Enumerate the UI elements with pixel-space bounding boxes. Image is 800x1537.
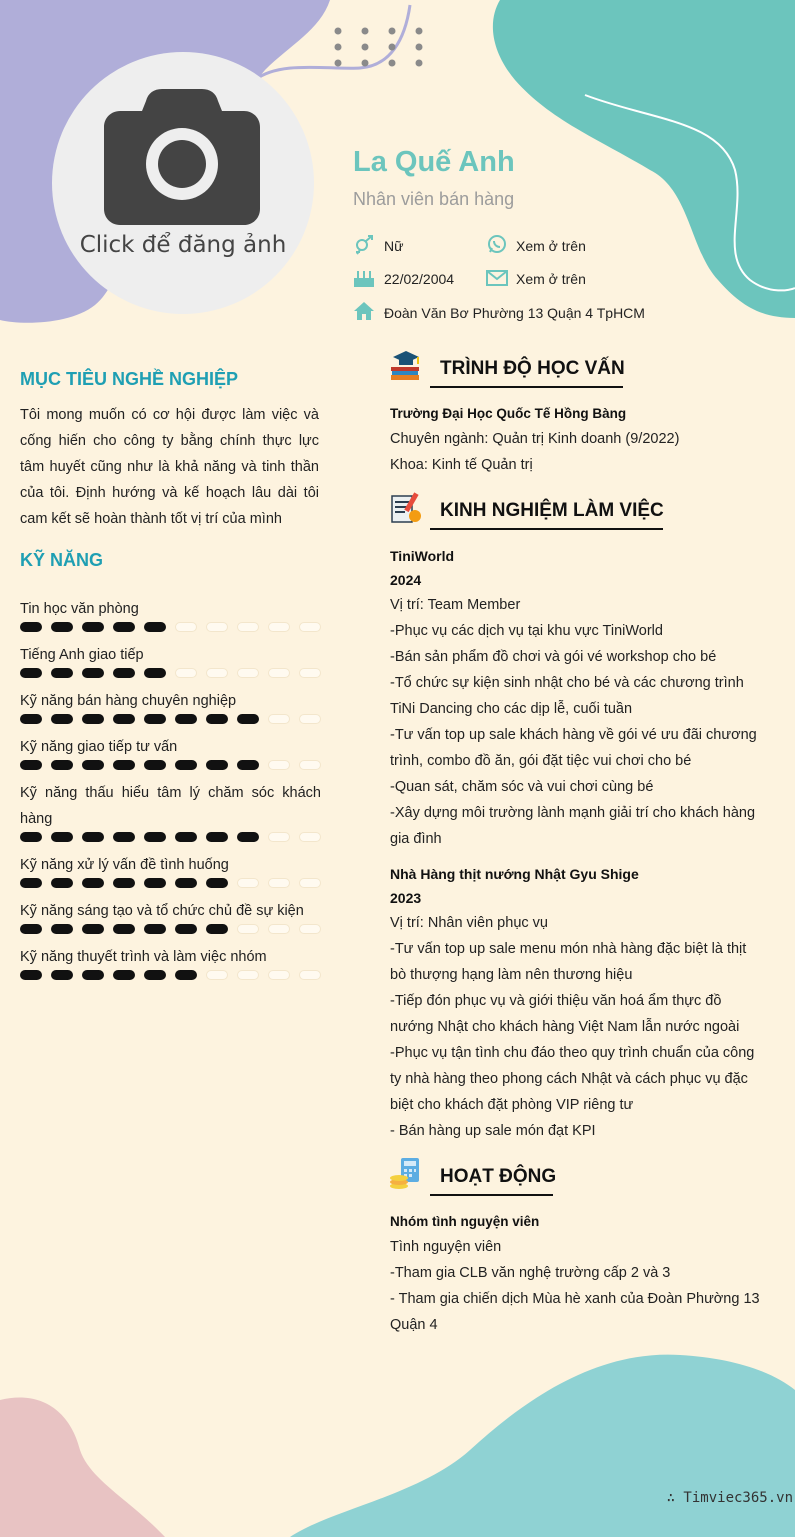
job-line: -Tư vấn top up sale khách hàng về gói vé ưu đãi chương — [390, 727, 757, 743]
skill-dash-filled — [20, 760, 42, 770]
skill-dash-filled — [144, 924, 166, 934]
skill-level-bar — [20, 714, 320, 724]
skill-level-bar — [20, 832, 320, 842]
skill-dash-filled — [82, 924, 104, 934]
activity-line: Tình nguyện viên — [390, 1239, 502, 1255]
coins-calculator-icon — [389, 1156, 423, 1190]
skill-dash-empty — [268, 668, 290, 678]
home-icon — [353, 301, 375, 321]
skill-dash-empty — [268, 970, 290, 980]
education-title: TRÌNH ĐỘ HỌC VẤN — [440, 358, 625, 379]
skills-title: KỸ NĂNG — [20, 550, 104, 570]
skill-dash-empty — [237, 622, 259, 632]
job-line: -Phục vụ các dịch vụ tại khu vực TiniWorld — [390, 623, 663, 639]
skill-dash-empty — [299, 924, 321, 934]
skill-dash-filled — [237, 832, 259, 842]
skill-level-bar — [20, 924, 320, 934]
skill-dash-filled — [51, 622, 73, 632]
skill-dash-filled — [20, 832, 42, 842]
activities-title: HOẠT ĐỘNG — [440, 1166, 557, 1187]
skill-dash-empty — [299, 878, 321, 888]
skill-dash-empty — [268, 924, 290, 934]
skill-dash-filled — [237, 714, 259, 724]
skill-dash-empty — [237, 668, 259, 678]
skill-name: Tiếng Anh giao tiếp — [20, 647, 144, 663]
job-line: ty nhà hàng theo phong cách Nhật và cách phục vụ đặc — [390, 1071, 748, 1087]
skill-dash-filled — [113, 970, 135, 980]
email-icon — [486, 268, 508, 288]
skill-dash-filled — [82, 668, 104, 678]
experience-title-underline — [430, 528, 663, 530]
skill-dash-filled — [20, 714, 42, 724]
skill-dash-filled — [144, 622, 166, 632]
candidate-name: La Quế Anh — [353, 146, 515, 178]
email-value: Xem ở trên — [516, 271, 586, 287]
job-company: TiniWorld — [390, 548, 455, 564]
skill-dash-filled — [175, 924, 197, 934]
phone-value: Xem ở trên — [516, 238, 586, 254]
skill-dash-filled — [175, 878, 197, 888]
skill-dash-empty — [206, 668, 228, 678]
skill-name: Kỹ năng thấu hiểu tâm lý chăm sóc khách hàng — [20, 785, 321, 827]
job-line: bò thượng hạng làm nên thương hiệu — [390, 967, 633, 983]
skill-dash-filled — [82, 760, 104, 770]
skill-dash-filled — [206, 760, 228, 770]
job-line: nướng Nhật cho khách hàng Việt Nam lẫn nước ngoài — [390, 1019, 740, 1035]
skill-dash-empty — [268, 622, 290, 632]
skill-dash-filled — [175, 714, 197, 724]
activity-org: Nhóm tình nguyện viên — [390, 1214, 540, 1229]
job-title: Nhân viên bán hàng — [353, 189, 515, 209]
skill-dash-filled — [175, 970, 197, 980]
skill-dash-filled — [206, 832, 228, 842]
skill-level-bar — [20, 970, 320, 980]
skill-dash-filled — [20, 970, 42, 980]
teal-bottom-blob — [290, 1355, 795, 1537]
skill-dash-filled — [51, 878, 73, 888]
skill-dash-filled — [144, 970, 166, 980]
skill-dash-empty — [175, 668, 197, 678]
job-year: 2024 — [390, 572, 422, 588]
skill-level-bar — [20, 878, 320, 888]
job-year: 2023 — [390, 890, 422, 906]
skill-dash-filled — [82, 832, 104, 842]
job-line: gia đình — [390, 831, 442, 847]
skill-dash-filled — [82, 970, 104, 980]
skill-dash-empty — [299, 832, 321, 842]
skill-dash-filled — [144, 714, 166, 724]
skill-dash-empty — [299, 622, 321, 632]
activities-title-underline — [430, 1194, 553, 1196]
job-line: -Tư vấn top up sale menu món nhà hàng đặc biệt là thịt — [390, 941, 747, 957]
skill-dash-filled — [20, 622, 42, 632]
address-value: Đoàn Văn Bơ Phường 13 Quận 4 TpHCM — [384, 305, 645, 321]
skill-dash-filled — [82, 878, 104, 888]
skill-dash-filled — [82, 622, 104, 632]
job-line: TiNi Dancing cho các dịp lễ, cuối tuần — [390, 701, 633, 717]
job-company: Nhà Hàng thịt nướng Nhật Gyu Shige — [390, 866, 639, 882]
skill-dash-filled — [113, 668, 135, 678]
skill-dash-filled — [175, 832, 197, 842]
camera-icon — [104, 89, 260, 225]
education-faculty: Khoa: Kinh tế Quản trị — [390, 457, 533, 473]
skill-dash-empty — [268, 714, 290, 724]
pink-blob — [0, 1397, 165, 1537]
skill-dash-filled — [51, 760, 73, 770]
watermark: ∴ Timviec365.vn — [666, 1490, 793, 1506]
school-name: Trường Đại Học Quốc Tế Hồng Bàng — [390, 406, 627, 421]
activity-line: Quận 4 — [390, 1317, 438, 1333]
skill-dash-empty — [268, 760, 290, 770]
job-line: biệt cho khách đặt phòng VIP riêng tư — [390, 1097, 634, 1113]
skill-dash-filled — [51, 832, 73, 842]
skill-dash-filled — [144, 668, 166, 678]
job-line: -Quan sát, chăm sóc và vui chơi cùng bé — [390, 779, 654, 795]
skill-dash-filled — [113, 832, 135, 842]
education-major: Chuyên ngành: Quản trị Kinh doanh (9/2022) — [390, 431, 680, 447]
skill-dash-empty — [237, 878, 259, 888]
skill-dash-filled — [113, 924, 135, 934]
skill-dash-empty — [268, 878, 290, 888]
objective-title: MỤC TIÊU NGHỀ NGHIỆP — [20, 369, 239, 389]
job-line: - Bán hàng up sale món đạt KPI — [390, 1123, 596, 1139]
skill-name: Kỹ năng giao tiếp tư vấn — [20, 739, 178, 755]
skill-dash-filled — [175, 760, 197, 770]
skill-dash-empty — [299, 760, 321, 770]
skill-dash-filled — [113, 622, 135, 632]
skill-level-bar — [20, 760, 320, 770]
skill-name: Kỹ năng xử lý vấn đề tình huống — [20, 857, 229, 873]
skill-dash-empty — [299, 668, 321, 678]
education-title-underline — [430, 386, 623, 388]
skill-dash-filled — [113, 878, 135, 888]
skill-dash-filled — [51, 668, 73, 678]
skill-dash-filled — [113, 760, 135, 770]
skill-dash-filled — [51, 714, 73, 724]
job-line: -Xây dựng môi trường lành mạnh giải trí cho khách hàng — [390, 805, 756, 821]
birthday-value: 22/02/2004 — [384, 271, 455, 287]
job-line: -Tiếp đón phục vụ và giới thiệu văn hoá ẩm thực đồ — [390, 993, 722, 1009]
job-line: Vị trí: Team Member — [390, 597, 521, 613]
gender-value: Nữ — [384, 238, 404, 254]
skill-dash-empty — [206, 970, 228, 980]
skill-dash-filled — [237, 760, 259, 770]
skill-dash-empty — [175, 622, 197, 632]
job-line: -Bán sản phẩm đồ chơi và gói vé workshop cho bé — [390, 649, 717, 665]
skill-name: Tin học văn phòng — [20, 601, 139, 617]
activity-line: -Tham gia CLB văn nghệ trường cấp 2 và 3 — [390, 1265, 671, 1281]
skill-dash-filled — [144, 832, 166, 842]
skill-dash-filled — [206, 924, 228, 934]
experience-title: KINH NGHIỆM LÀM VIỆC — [440, 500, 664, 521]
skill-dash-empty — [268, 832, 290, 842]
skill-dash-empty — [237, 970, 259, 980]
skill-dash-filled — [206, 878, 228, 888]
skill-dash-filled — [51, 970, 73, 980]
job-line: trình, combo đồ ăn, gói đặt tiệc vui chơi cho bé — [390, 753, 692, 769]
skill-dash-filled — [82, 714, 104, 724]
skill-dash-filled — [20, 668, 42, 678]
skill-dash-filled — [20, 878, 42, 888]
job-line: -Tổ chức sự kiện sinh nhật cho bé và các chương trình — [390, 675, 744, 691]
skill-dash-filled — [20, 924, 42, 934]
work-documents-icon — [389, 490, 423, 524]
avatar-upload[interactable] — [52, 52, 314, 314]
skill-dash-filled — [144, 760, 166, 770]
gender-icon — [354, 235, 376, 255]
skill-dash-empty — [237, 924, 259, 934]
skill-level-bar — [20, 668, 320, 678]
job-line: -Phục vụ tận tình chu đáo theo quy trình chuẩn của công — [390, 1045, 755, 1061]
skill-name: Kỹ năng sáng tạo và tổ chức chủ đề sự kiện — [20, 903, 304, 919]
skill-dash-filled — [51, 924, 73, 934]
skill-dash-empty — [206, 622, 228, 632]
graduation-books-icon — [389, 349, 423, 383]
skill-level-bar — [20, 622, 320, 632]
birthday-cake-icon — [353, 268, 375, 288]
job-line: Vị trí: Nhân viên phục vụ — [390, 915, 548, 931]
activity-line: - Tham gia chiến dịch Mùa hè xanh của Đoàn Phường 13 — [390, 1291, 760, 1307]
objective-text: Tôi mong muốn có cơ hội được làm việc và cống hiến cho công ty bằng chính thực lực tâm huyết cũng như là khả năng và tinh thần của tôi. Định hướng và kế hoạch lâu dài tôi cam kết sẽ hoàn thành tốt vị trí của mình — [20, 407, 319, 527]
dot-grid — [330, 24, 430, 74]
skill-dash-filled — [113, 714, 135, 724]
skill-name: Kỹ năng bán hàng chuyên nghiệp — [20, 693, 237, 709]
skill-dash-empty — [299, 714, 321, 724]
skill-dash-filled — [206, 714, 228, 724]
whatsapp-icon — [486, 234, 508, 254]
avatar-upload-label: Click để đăng ảnh — [79, 232, 287, 258]
skill-dash-filled — [144, 878, 166, 888]
skill-dash-empty — [299, 970, 321, 980]
skill-name: Kỹ năng thuyết trình và làm việc nhóm — [20, 949, 267, 965]
